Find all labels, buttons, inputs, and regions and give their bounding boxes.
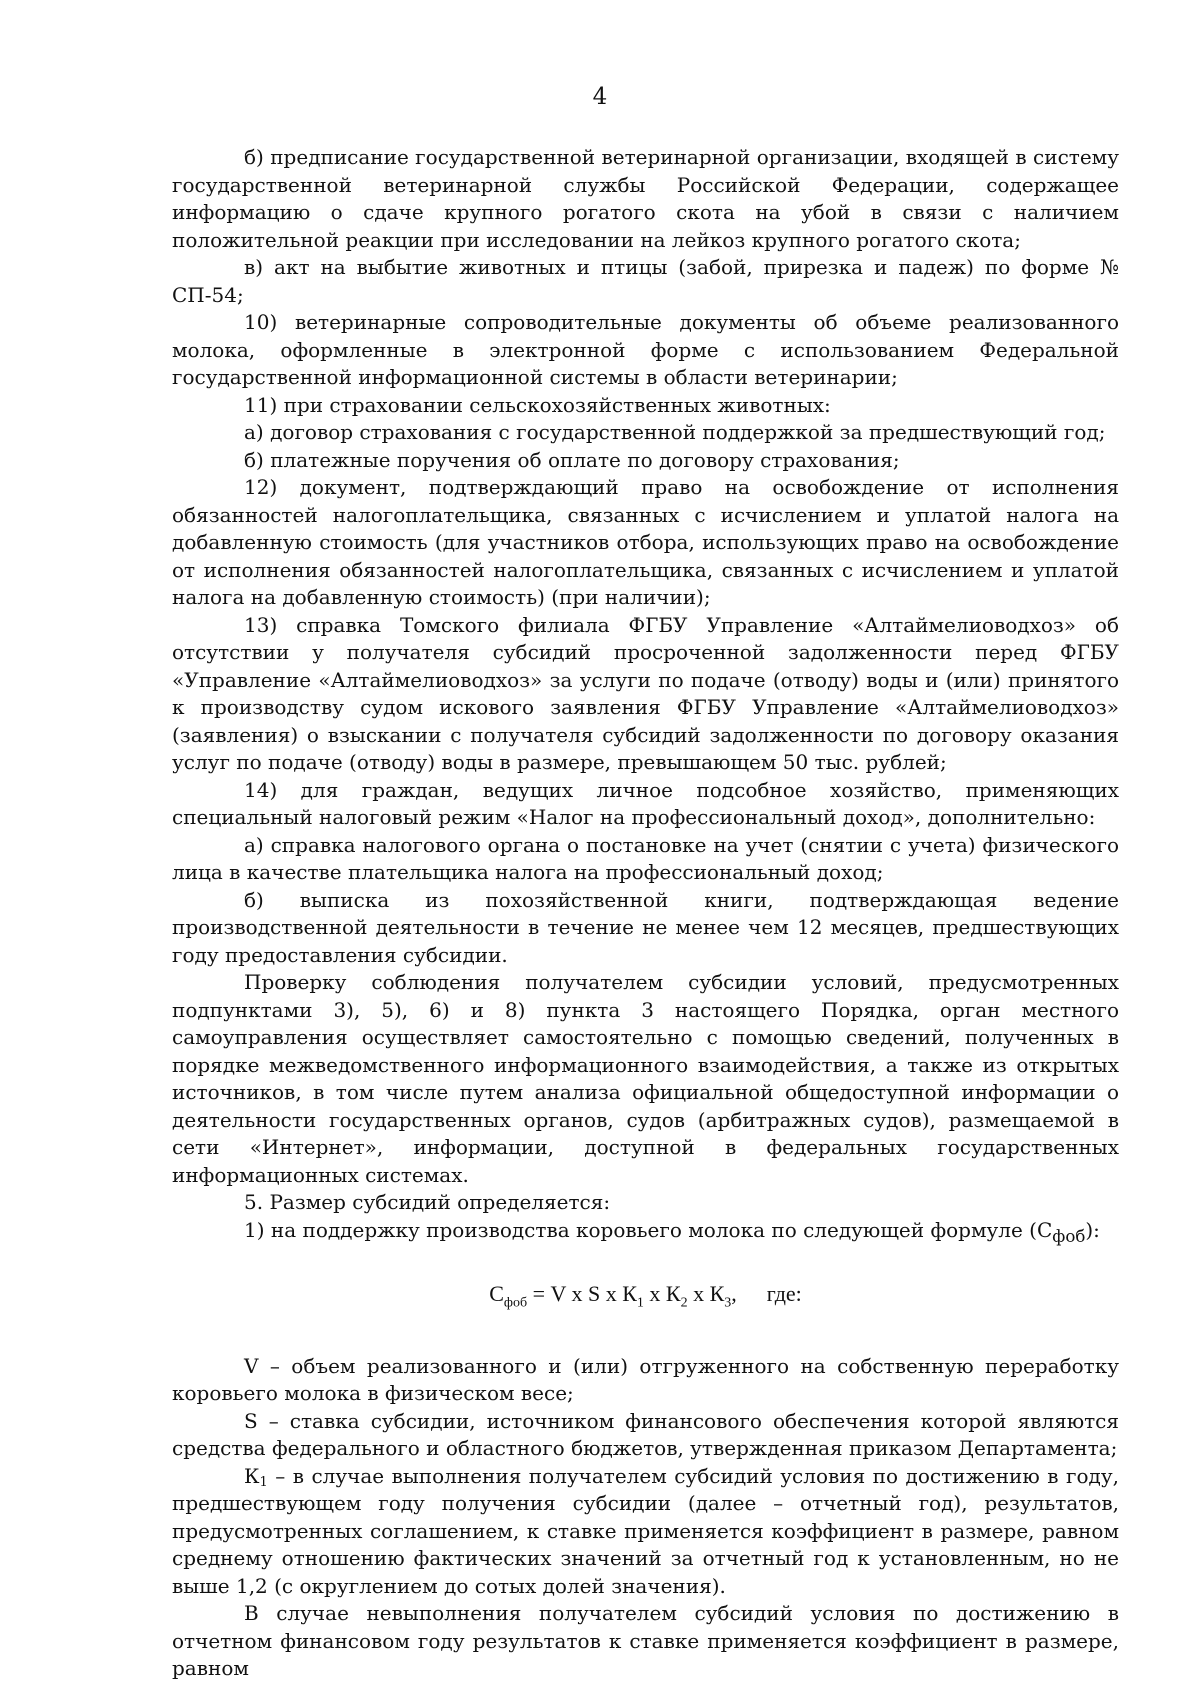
formula-where: где: <box>766 1281 802 1306</box>
document-body <box>172 144 1119 1683</box>
formula-subscript: 3 <box>724 1295 732 1311</box>
paragraph: б) предписание государственной ветеринарной организации, входящей в систему государственной ветеринарной службы Российской Федерации, содержащее информацию о сдаче крупного рогатого скота на убой в связи с наличием положительной реакции при исследовании на лейкоз крупного рогатого скота; <box>172 145 1119 252</box>
formula <box>172 1280 1119 1317</box>
paragraph: в) акт на выбытие животных и птицы (забой, прирезка и падеж) по форме № СП-54; <box>172 255 1119 307</box>
paragraph: 11) при страховании сельскохозяйственных животных: <box>244 392 831 417</box>
paragraph: 13) справка Томского филиала ФГБУ Управление «Алтаймелиоводхоз» об отсутствии у получателя субсидий просроченной задолженности перед ФГБУ «Управление «Алтаймелиоводхоз» за услуги по подаче (отводу) воды и (или) принятого к производству судом искового заявления ФГБУ Управление «Алтаймелиоводхоз» (заявления) о взыскании с получателя субсидий задолженности по договору оказания услуг по подаче (отводу) воды в размере, превышающем 50 тыс. рублей; <box>172 612 1119 774</box>
paragraph: а) договор страхования с государственной поддержкой за предшествующий год; <box>244 420 1106 444</box>
formula-text: x <box>687 1281 710 1306</box>
page-number: 4 <box>592 84 608 110</box>
paragraph: б) выписка из похозяйственной книги, подтверждающая ведение производственной деятельности в течение не менее чем 12 месяцев, предшествующих году предоставления субсидии. <box>172 887 1119 967</box>
paragraph: V – объем реализованного и (или) отгруженного на собственную переработку коровьего молока в физическом весе; <box>172 1353 1119 1406</box>
paragraph: 5. Размер субсидий определяется: <box>244 1190 611 1214</box>
formula-symbol: К <box>709 1281 725 1306</box>
paragraph: а) справка налогового органа о постановке на учет (снятии с учета) физического лица в качестве плательщика налога на профессиональный доход; <box>172 832 1119 884</box>
formula-text: = V x S x <box>527 1281 623 1306</box>
formula-subscript: 1 <box>636 1295 644 1311</box>
formula-subscript: фоб <box>503 1295 528 1311</box>
paragraph: 14) для граждан, ведущих личное подсобное хозяйство, применяющих специальный налоговый режим «Налог на профессиональный доход», дополнительно: <box>172 777 1119 829</box>
paragraph: 10) ветеринарные сопроводительные документы об объеме реализованного молока, оформленные в электронной форме с использованием Федеральной государственной информационной системы в области ветеринарии; <box>172 310 1119 389</box>
formula-text: x <box>643 1281 666 1306</box>
paragraph <box>172 1217 1119 1251</box>
paragraph <box>172 1463 1119 1601</box>
paragraph: Проверку соблюдения получателем субсидии условий, предусмотренных подпунктами 3), 5), 6) и 8) пункта 3 настоящего Порядка, орган местного самоуправления осуществляет самостоятельно с помощью сведений, полученных в порядке межведомственного информационного взаимодействия, а также из открытых источников, в том числе путем анализа официальной общедоступной информации о деятельности государственных органов, судов (арбитражных судов), размещаемой в сети «Интернет», информации, доступной в федеральных государственных информационных системах. <box>172 970 1119 1187</box>
subscript: фоб <box>1052 1226 1086 1246</box>
paragraph: S – ставка субсидии, источником финансового обеспечения которой являются средства федерального и областного бюджетов, утвержденная приказом Департамента; <box>172 1408 1119 1461</box>
subscript: 1 <box>259 1474 268 1490</box>
formula-subscript: 2 <box>680 1295 688 1311</box>
formula-symbol: К <box>622 1281 637 1306</box>
formula-text: , <box>731 1281 737 1306</box>
paragraph-text: – в случае выполнения получателем субсидий условия по достижению в году, предшествующем году получения субсидии (далее – отчетный год), результатов, предусмотренных соглашением, к ставке применяется коэффициент в размере, равном среднему отношению фактических значений за отчетный год к установленным, но не выше 1,2 (с округлением до сотых долей значения). <box>172 1463 1119 1598</box>
symbol: К <box>244 1463 260 1488</box>
paragraph: В случае невыполнения получателем субсидий условия по достижению в отчетном финансовом году результатов к ставке применяется коэффициент в размере, равном <box>172 1601 1119 1681</box>
paragraph: б) платежные поручения об оплате по договору страхования; <box>244 447 900 472</box>
formula-symbol: К <box>665 1281 681 1306</box>
paragraph-text: 1) на поддержку производства коровьего молока по следующей формуле (С <box>244 1217 1053 1242</box>
paragraph-text: ): <box>1085 1217 1100 1242</box>
formula-symbol: С <box>489 1281 504 1306</box>
paragraph: 12) документ, подтверждающий право на освобождение от исполнения обязанностей налогоплательщика, связанных с исчислением и уплатой налога на добавленную стоимость (для участников отбора, использующих право на освобождение от исполнения обязанностей налогоплательщика, связанных с исчислением и уплатой налога на добавленную стоимость) (при наличии); <box>172 475 1119 609</box>
